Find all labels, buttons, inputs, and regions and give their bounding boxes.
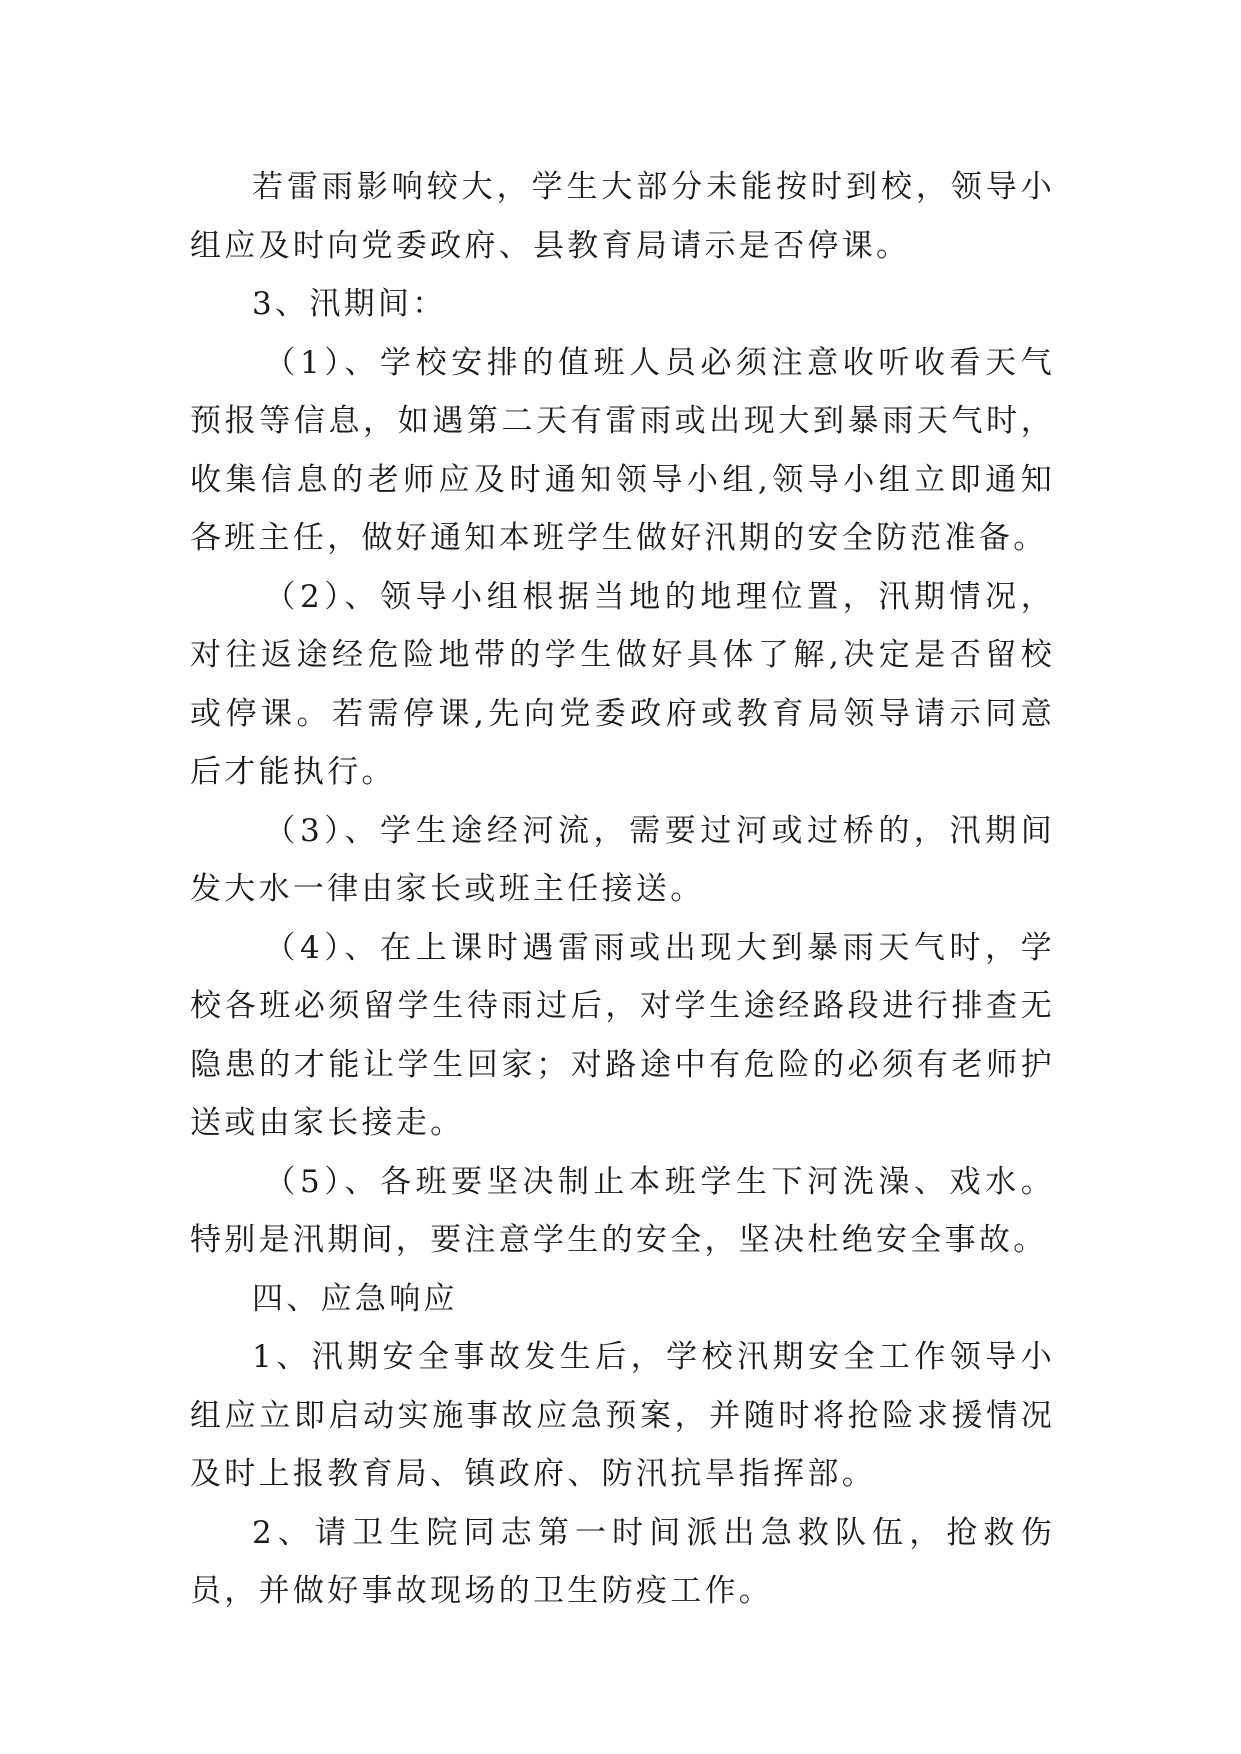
paragraph-item-5: （5）、各班要坚决制止本班学生下河洗澡、戏水。特别是汛期间，要注意学生的安全，坚决杜绝安全事故。 [190,1163,1055,1258]
paragraph-item-2: （2）、领导小组根据当地的地理位置，汛期情况，对往返途经危险地带的学生做好具体了解,决定是否留校或停课。若需停课,先向党委政府或教育局领导请示同意后才能执行。 [190,578,1055,790]
heading-emergency-response: 四、应急响应 [252,1280,458,1317]
paragraph-response-1: 1、汛期安全事故发生后，学校汛期安全工作领导小组应立即启动实施事故应急预案，并随时将抢险求援情况及时上报教育局、镇政府、防汛抗旱指挥部。 [190,1339,1055,1492]
paragraph-response-2: 2、请卫生院同志第一时间派出急救队伍，抢救伤员，并做好事故现场的卫生防疫工作。 [190,1514,1055,1609]
heading-flood-period: 3、汛期间： [252,286,447,322]
paragraph-item-3: （3）、学生途经河流，需要过河或过桥的，汛期间发大水一律由家长或班主任接送。 [190,812,1055,907]
document-body [190,158,1055,1621]
paragraph-item-4: （4）、在上课时遇雷雨或出现大到暴雨天气时，学校各班必须留学生待雨过后，对学生途经路段进行排查无隐患的才能让学生回家；对路途中有危险的必须有老师护送或由家长接走。 [190,929,1055,1141]
paragraph-suspend-classes: 若雷雨影响较大，学生大部分未能按时到校，领导小组应及时向党委政府、县教育局请示是否停课。 [190,169,1055,264]
paragraph-item-1: （1）、学校安排的值班人员必须注意收听收看天气预报等信息，如遇第二天有雷雨或出现大到暴雨天气时，收集信息的老师应及时通知领导小组,领导小组立即通知各班主任，做好通知本班学生做好汛期的安全防范准备。 [190,344,1055,556]
